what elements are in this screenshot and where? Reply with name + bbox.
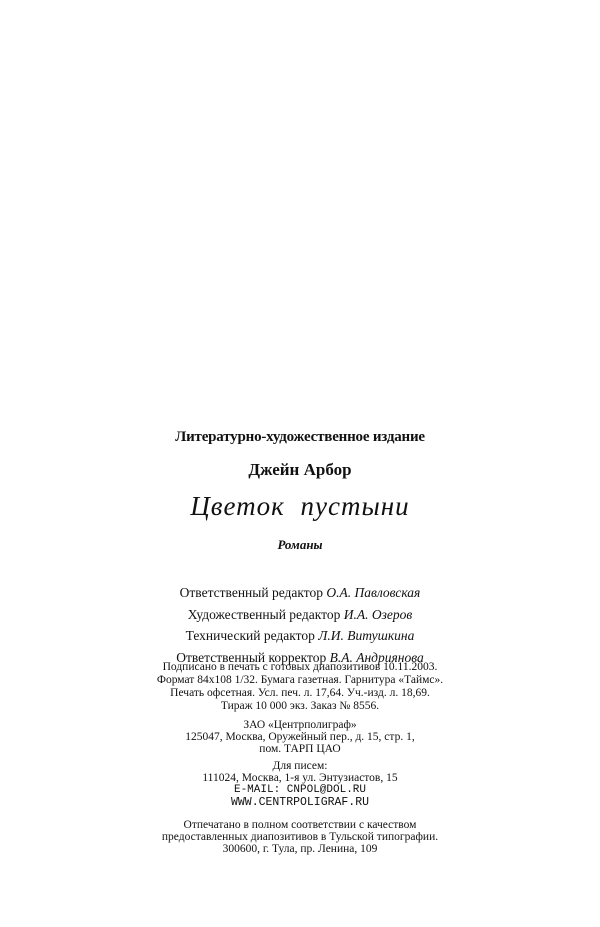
printing-note: предоставленных диапозитивов в Тульской типографии. — [161, 831, 439, 843]
book-title: Цветок пустыни — [190, 491, 410, 521]
credit-role: Художественный редактор — [187, 606, 341, 622]
credit-line — [0, 604, 600, 626]
book-subtitle: Романы — [277, 537, 323, 552]
credit-role: Ответственный редактор — [179, 585, 323, 600]
printing-house-block — [0, 819, 600, 855]
print-spec-line: Печать офсетная. Усл. печ. л. 17,64. Уч.-изд. л. 18,69. — [170, 687, 430, 699]
credit-person: О.А. Павловская — [326, 585, 421, 600]
mailing-address: 111024, Москва, 1-я ул. Энтузиастов, 15 — [202, 772, 398, 784]
credit-person: Л.И. Витушкина — [318, 628, 415, 643]
publisher-block — [0, 719, 600, 755]
credit-line — [0, 625, 600, 647]
print-spec-line: Формат 84x108 1/32. Бумага газетная. Гарнитура «Таймс». — [156, 674, 444, 686]
publisher-name: ЗАО «Центрполиграф» — [243, 719, 357, 731]
printing-address: 300600, г. Тула, пр. Ленина, 109 — [222, 843, 378, 855]
publisher-address: пом. ТАРП ЦАО — [259, 743, 341, 755]
website-url: WWW.CENTRPOLIGRAF.RU — [230, 796, 370, 809]
print-spec-line: Подписано в печать с готовых диапозитивов 10.11.2003. — [162, 661, 438, 673]
credit-person: В.А. Андриянова — [329, 649, 424, 665]
mailing-block — [0, 760, 600, 796]
printing-note: Отпечатано в полном соответствии с качеством — [183, 819, 417, 831]
publisher-address: 125047, Москва, Оружейный пер., д. 15, стр. 1, — [185, 731, 415, 743]
email-address: E-MAIL: CNPOL@DOL.RU — [233, 784, 367, 796]
author-name: Джейн Арбор — [248, 460, 352, 479]
credit-role: Ответственный корректор — [176, 649, 327, 665]
credit-role: Технический редактор — [185, 628, 315, 643]
print-spec-line: Тираж 10 000 экз. Заказ № 8556. — [220, 700, 380, 712]
print-specs — [0, 661, 600, 713]
edition-type: Литературно-художественное издание — [175, 429, 425, 445]
mailing-heading: Для писем: — [272, 760, 328, 772]
credits-block — [0, 582, 600, 668]
credit-person: И.А. Озеров — [343, 606, 413, 622]
credit-line — [0, 582, 600, 604]
